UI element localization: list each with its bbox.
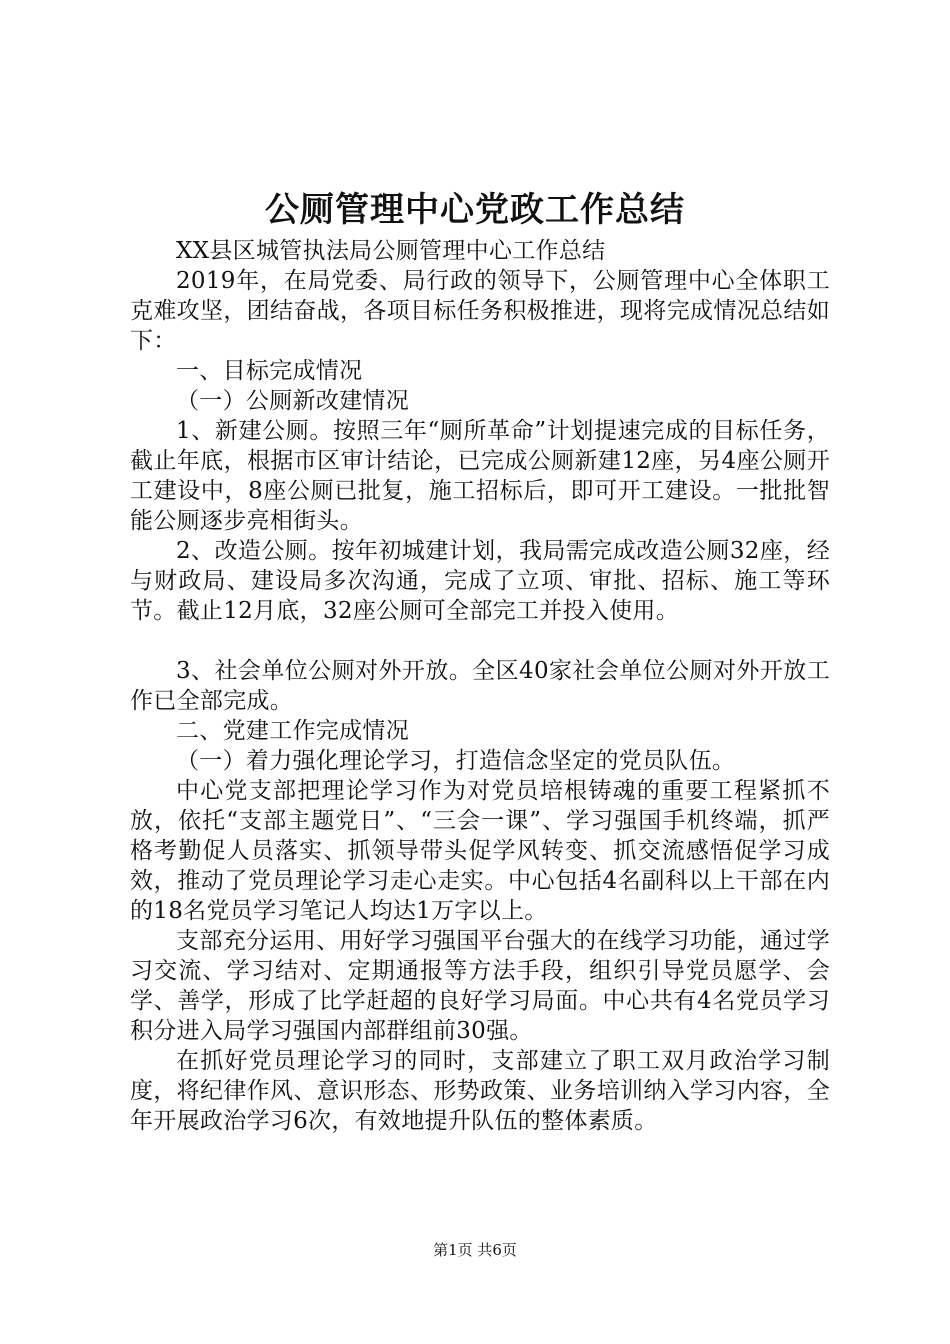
document-body: [130, 236, 830, 1136]
paragraph-subtitle: XX县区城管执法局公厕管理中心工作总结: [176, 238, 606, 264]
paragraph-renovated-toilets: 2、改造公厕。按年初城建计划，我局需完成改造公厕32座，经与财政局、建设局多次沟通，完成了立项、审批、招标、施工等环节。截止12月底，32座公厕可全部完工并投入使用。: [130, 538, 830, 624]
page-number: 第1页 共6页: [433, 1241, 517, 1259]
subsection-heading-theory: （一）着力强化理论学习，打造信念坚定的党员队伍。: [176, 748, 736, 774]
paragraph-new-toilets: 1、新建公厕。按照三年“厕所革命”计划提速完成的目标任务，截止年底，根据市区审计结论，已完成公厕新建12座，另4座公厕开工建设中，8座公厕已批复，施工招标后，即可开工建设。一批批智能公厕逐步亮相街头。: [130, 418, 830, 534]
section-heading-targets: 一、目标完成情况: [176, 358, 363, 384]
paragraph-online-platform: 支部充分运用、用好学习强国平台强大的在线学习功能，通过学习交流、学习结对、定期通报等方法手段，组织引导党员愿学、会学、善学，形成了比学赶超的良好学习局面。中心共有4名党员学习积分进入局学习强国内部群组前30强。: [130, 928, 830, 1044]
paragraph-theory-study: 中心党支部把理论学习作为对党员培根铸魂的重要工程紧抓不放，依托“支部主题党日”、“三会一课”、学习强国手机终端，抓严格考勤促人员落实、抓领导带头促学风转变、抓交流感悟促学习成效，推动了党员理论学习走心走实。中心包括4名副科以上干部在内的18名党员学习笔记人均达1万字以上。: [130, 778, 830, 924]
paragraph-political-study: 在抓好党员理论学习的同时，支部建立了职工双月政治学习制度，将纪律作风、意识形态、形势政策、业务培训纳入学习内容，全年开展政治学习6次，有效地提升队伍的整体素质。: [130, 1048, 830, 1134]
section-heading-party: 二、党建工作完成情况: [176, 718, 409, 744]
paragraph-public-opening: 3、社会单位公厕对外开放。全区40家社会单位公厕对外开放工作已全部完成。: [130, 658, 830, 714]
subsection-heading-toilets: （一）公厕新改建情况: [176, 388, 409, 414]
document-title: 公厕管理中心党政工作总结: [265, 190, 685, 230]
paragraph-intro: 2019年，在局党委、局行政的领导下，公厕管理中心全体职工克难攻坚，团结奋战，各项目标任务积极推进，现将完成情况总结如下：: [130, 268, 830, 354]
